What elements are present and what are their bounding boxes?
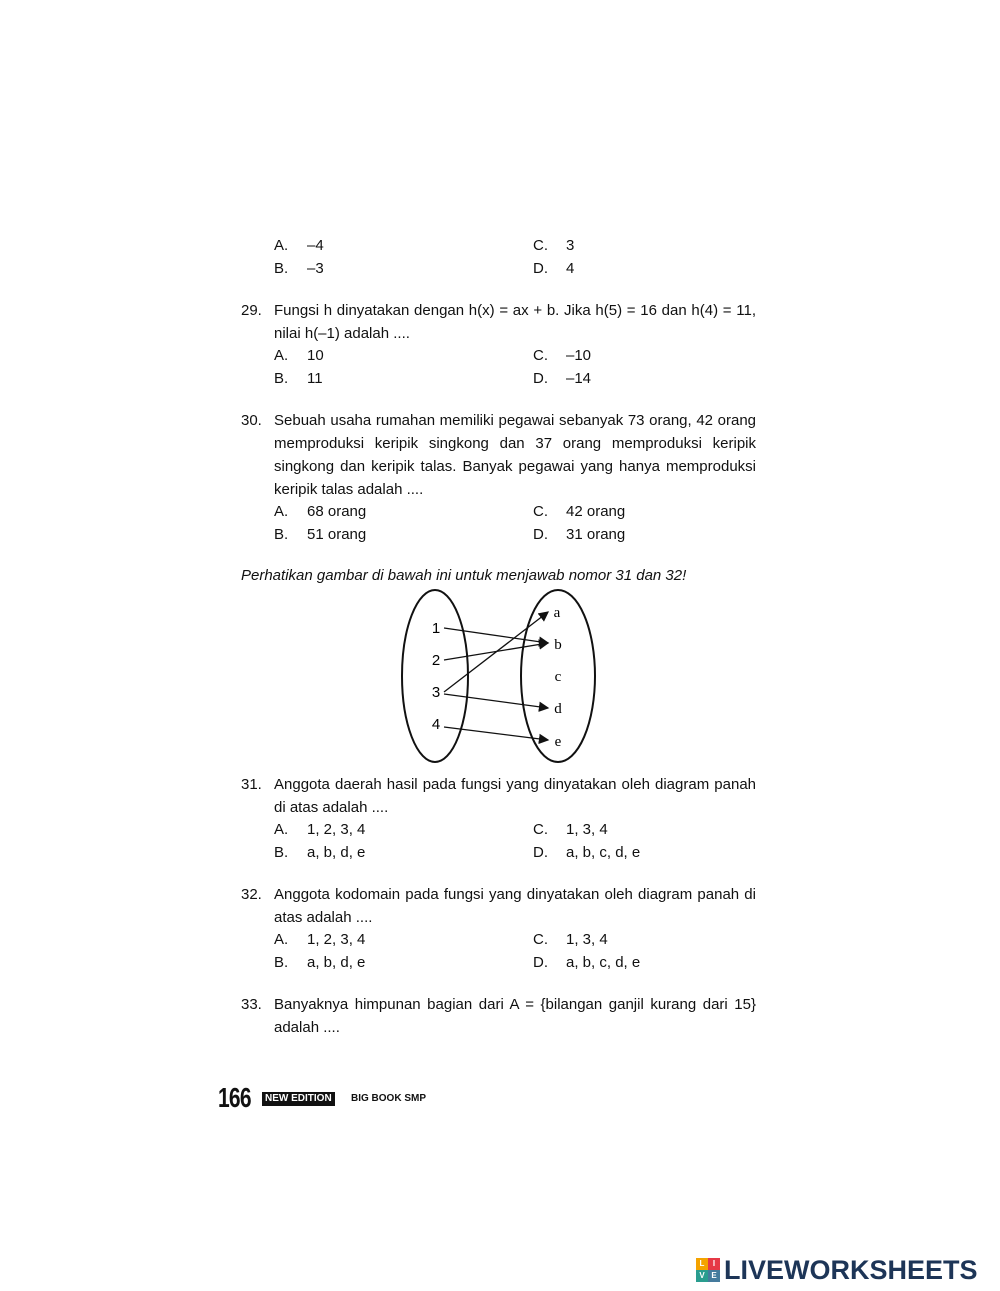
q30-option-b[interactable]: B. 51 orang — [274, 526, 367, 543]
arrow-3-a — [444, 612, 548, 692]
q32-option-a[interactable]: A. 1, 2, 3, 4 — [274, 931, 366, 948]
q29-option-c[interactable]: C. –10 — [533, 347, 592, 364]
q31-option-a[interactable]: A. 1, 2, 3, 4 — [274, 821, 366, 838]
codomain-a: a — [553, 605, 561, 621]
arrow-1-b — [444, 628, 548, 643]
domain-2: 2 — [431, 652, 441, 669]
q29-option-a[interactable]: A. 10 — [274, 347, 324, 364]
q29-option-b[interactable]: B. 11 — [274, 370, 323, 387]
liveworksheets-wordmark: LIVEWORKSHEETS — [724, 1254, 978, 1285]
diagram-instruction: Perhatikan gambar di bawah ini untuk menjawab nomor 31 dan 32! — [241, 567, 687, 584]
q28-option-b[interactable]: B. –3 — [274, 260, 324, 277]
domain-1: 1 — [431, 620, 441, 637]
q33-text: Banyaknya himpunan bagian dari A = {bilangan ganjil kurang dari 15} adalah .... — [274, 996, 756, 1036]
q33-number: 33. — [241, 996, 262, 1013]
q32-option-c[interactable]: C. 1, 3, 4 — [533, 931, 608, 948]
q30-text: Sebuah usaha rumahan memiliki pegawai sebanyak 73 orang, 42 orang memproduksi keripik singkong dan 37 orang memproduksi keripik singkong dan keripik talas. Banyak pegawai yang hanya memproduksi keripik talas adalah .... — [274, 412, 756, 498]
book-title: BIG BOOK SMP — [351, 1093, 427, 1104]
codomain-c: c — [554, 669, 562, 685]
q30-option-a[interactable]: A. 68 orang — [274, 503, 367, 520]
codomain-e: e — [554, 734, 562, 750]
q32-option-d[interactable]: D. a, b, c, d, e — [533, 954, 641, 971]
arrow-diagram — [390, 588, 610, 768]
q28-option-d[interactable]: D. 4 — [533, 260, 575, 277]
q31-option-c[interactable]: C. 1, 3, 4 — [533, 821, 608, 838]
q31-number: 31. — [241, 776, 262, 793]
q32-number: 32. — [241, 886, 262, 903]
q29-option-d[interactable]: D. –14 — [533, 370, 592, 387]
q28-option-c[interactable]: C. 3 — [533, 237, 575, 254]
domain-3: 3 — [431, 684, 441, 701]
q31-option-b[interactable]: B. a, b, d, e — [274, 844, 366, 861]
q30-number: 30. — [241, 412, 262, 429]
domain-4: 4 — [431, 716, 441, 733]
q28-option-a[interactable]: A. –4 — [274, 237, 324, 254]
q29-number: 29. — [241, 302, 262, 319]
arrow-3-d — [444, 694, 548, 708]
q31-text: Anggota daerah hasil pada fungsi yang dinyatakan oleh diagram panah di atas adalah .... — [274, 776, 756, 816]
codomain-d: d — [554, 701, 562, 717]
domain-ellipse — [402, 590, 468, 762]
q29-text: Fungsi h dinyatakan dengan h(x) = ax + b. Jika h(5) = 16 dan h(4) = 11, nilai h(–1) adalah .... — [274, 302, 756, 342]
page-number: 166 — [218, 1082, 251, 1113]
q30-option-c[interactable]: C. 42 orang — [533, 503, 626, 520]
codomain-b: b — [554, 637, 562, 653]
edition-badge: NEW EDITION — [262, 1092, 335, 1106]
q31-option-d[interactable]: D. a, b, c, d, e — [533, 844, 641, 861]
liveworksheets-logo — [696, 1254, 978, 1286]
q30-option-d[interactable]: D. 31 orang — [533, 526, 626, 543]
q32-text: Anggota kodomain pada fungsi yang dinyatakan oleh diagram panah di atas adalah .... — [274, 886, 756, 926]
liveworksheets-icon: L I V E — [696, 1258, 720, 1282]
q32-option-b[interactable]: B. a, b, d, e — [274, 954, 366, 971]
